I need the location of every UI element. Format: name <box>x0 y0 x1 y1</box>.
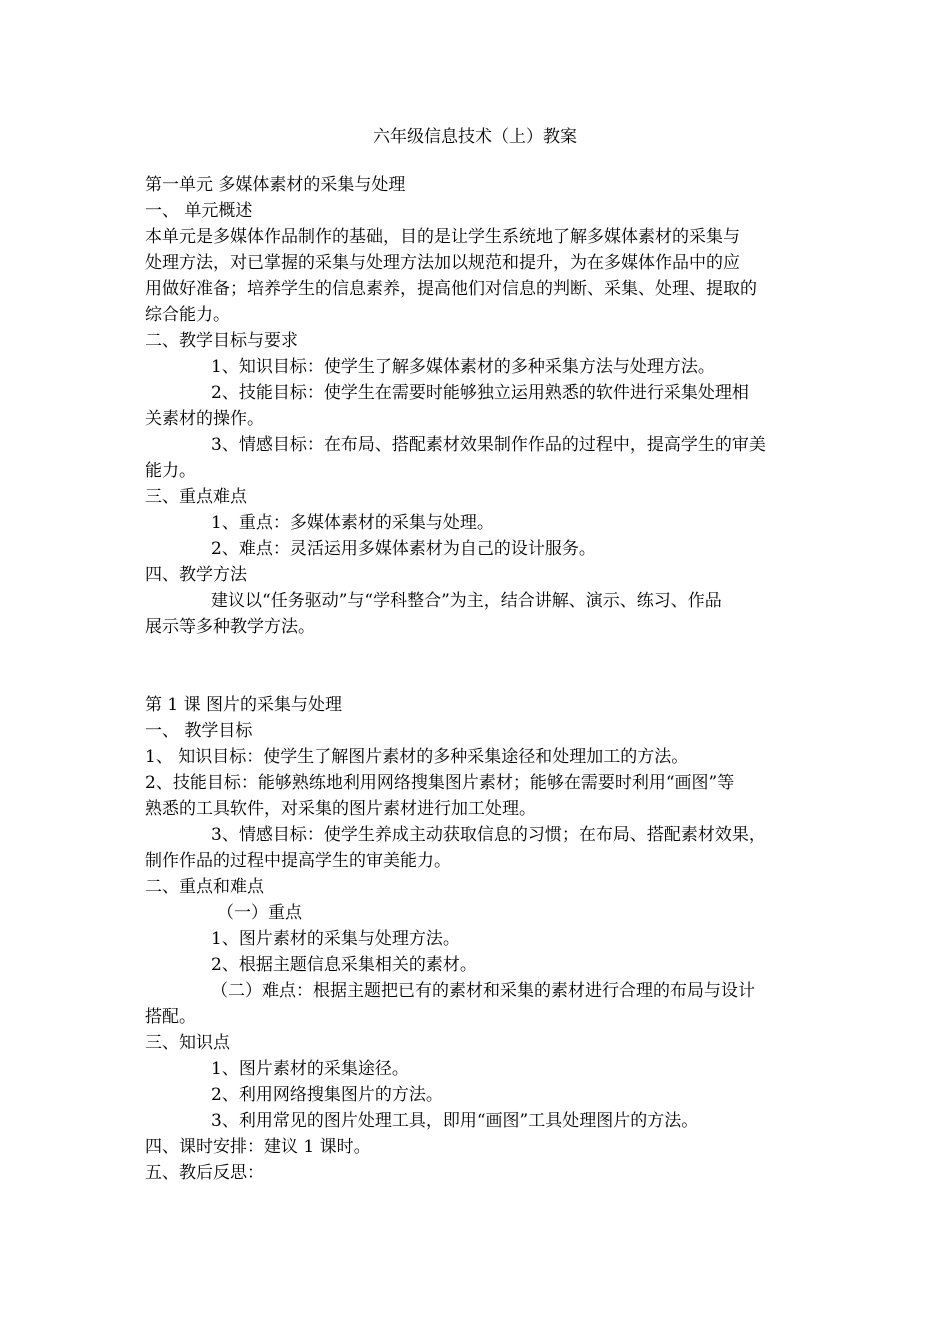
text-line: 一、 单元概述 <box>145 201 253 221</box>
text-line: 能力。 <box>145 461 196 481</box>
text-line: 2、技能目标：使学生在需要时能够独立运用熟悉的软件进行采集处理相 <box>211 383 749 403</box>
section-spacer <box>145 640 809 692</box>
text-line: 制作作品的过程中提高学生的审美能力。 <box>145 851 451 871</box>
text-line: 关素材的操作。 <box>145 409 264 429</box>
text-line: 1、图片素材的采集与处理方法。 <box>211 929 460 949</box>
text-line: 展示等多种教学方法。 <box>145 617 315 637</box>
text-line: 2、利用网络搜集图片的方法。 <box>211 1085 443 1105</box>
text-line: 四、课时安排：建议 1 课时。 <box>145 1137 371 1157</box>
text-line: 3、情感目标：在布局、搭配素材效果制作作品的过程中，提高学生的审美 <box>211 435 766 455</box>
text-line: 2、技能目标：能够熟练地利用网络搜集图片素材；能够在需要时利用“画图”等 <box>145 773 735 793</box>
text-line: （二）难点：根据主题把已有的素材和采集的素材进行合理的布局与设计 <box>211 981 755 1001</box>
lesson-section <box>145 692 809 1186</box>
text-line: 3、利用常见的图片处理工具，即用“画图”工具处理图片的方法。 <box>211 1111 699 1131</box>
text-line: 本单元是多媒体作品制作的基础，目的是让学生系统地了解多媒体素材的采集与 <box>145 227 740 247</box>
text-line: 一、 教学目标 <box>145 721 253 741</box>
text-line: 搭配。 <box>145 1007 196 1027</box>
text-line: 熟悉的工具软件，对采集的图片素材进行加工处理。 <box>145 799 536 819</box>
text-line: 第 1 课 图片的采集与处理 <box>145 695 343 715</box>
text-line: 三、知识点 <box>145 1033 230 1053</box>
document-title: 六年级信息技术（上）教案 <box>373 127 577 147</box>
text-line: （一）重点 <box>217 903 302 923</box>
text-line: 1、知识目标：使学生了解多媒体素材的多种采集方法与处理方法。 <box>211 357 715 377</box>
unit-section <box>145 172 809 640</box>
text-line: 三、重点难点 <box>145 487 247 507</box>
text-line: 2、难点：灵活运用多媒体素材为自己的设计服务。 <box>211 539 596 559</box>
text-line: 用做好准备；培养学生的信息素养，提高他们对信息的判断、采集、处理、提取的 <box>145 279 757 299</box>
document-body <box>145 172 809 1186</box>
text-line: 四、教学方法 <box>145 565 247 585</box>
text-line: 五、教后反思： <box>145 1163 264 1183</box>
text-line: 二、重点和难点 <box>145 877 264 897</box>
text-line: 1、图片素材的采集途径。 <box>211 1059 409 1079</box>
text-line: 二、教学目标与要求 <box>145 331 298 351</box>
text-line: 建议以“任务驱动”与“学科整合”为主，结合讲解、演示、练习、作品 <box>211 591 722 611</box>
text-line: 综合能力。 <box>145 305 230 325</box>
text-line: 1、 知识目标：使学生了解图片素材的多种采集途径和处理加工的方法。 <box>145 747 689 767</box>
text-line: 1、重点：多媒体素材的采集与处理。 <box>211 513 494 533</box>
text-line: 3、情感目标：使学生养成主动获取信息的习惯；在布局、搭配素材效果， <box>211 825 766 845</box>
text-line: 2、根据主题信息采集相关的素材。 <box>211 955 477 975</box>
text-line: 第一单元 多媒体素材的采集与处理 <box>145 175 406 195</box>
text-line: 处理方法，对已掌握的采集与处理方法加以规范和提升，为在多媒体作品中的应 <box>145 253 740 273</box>
